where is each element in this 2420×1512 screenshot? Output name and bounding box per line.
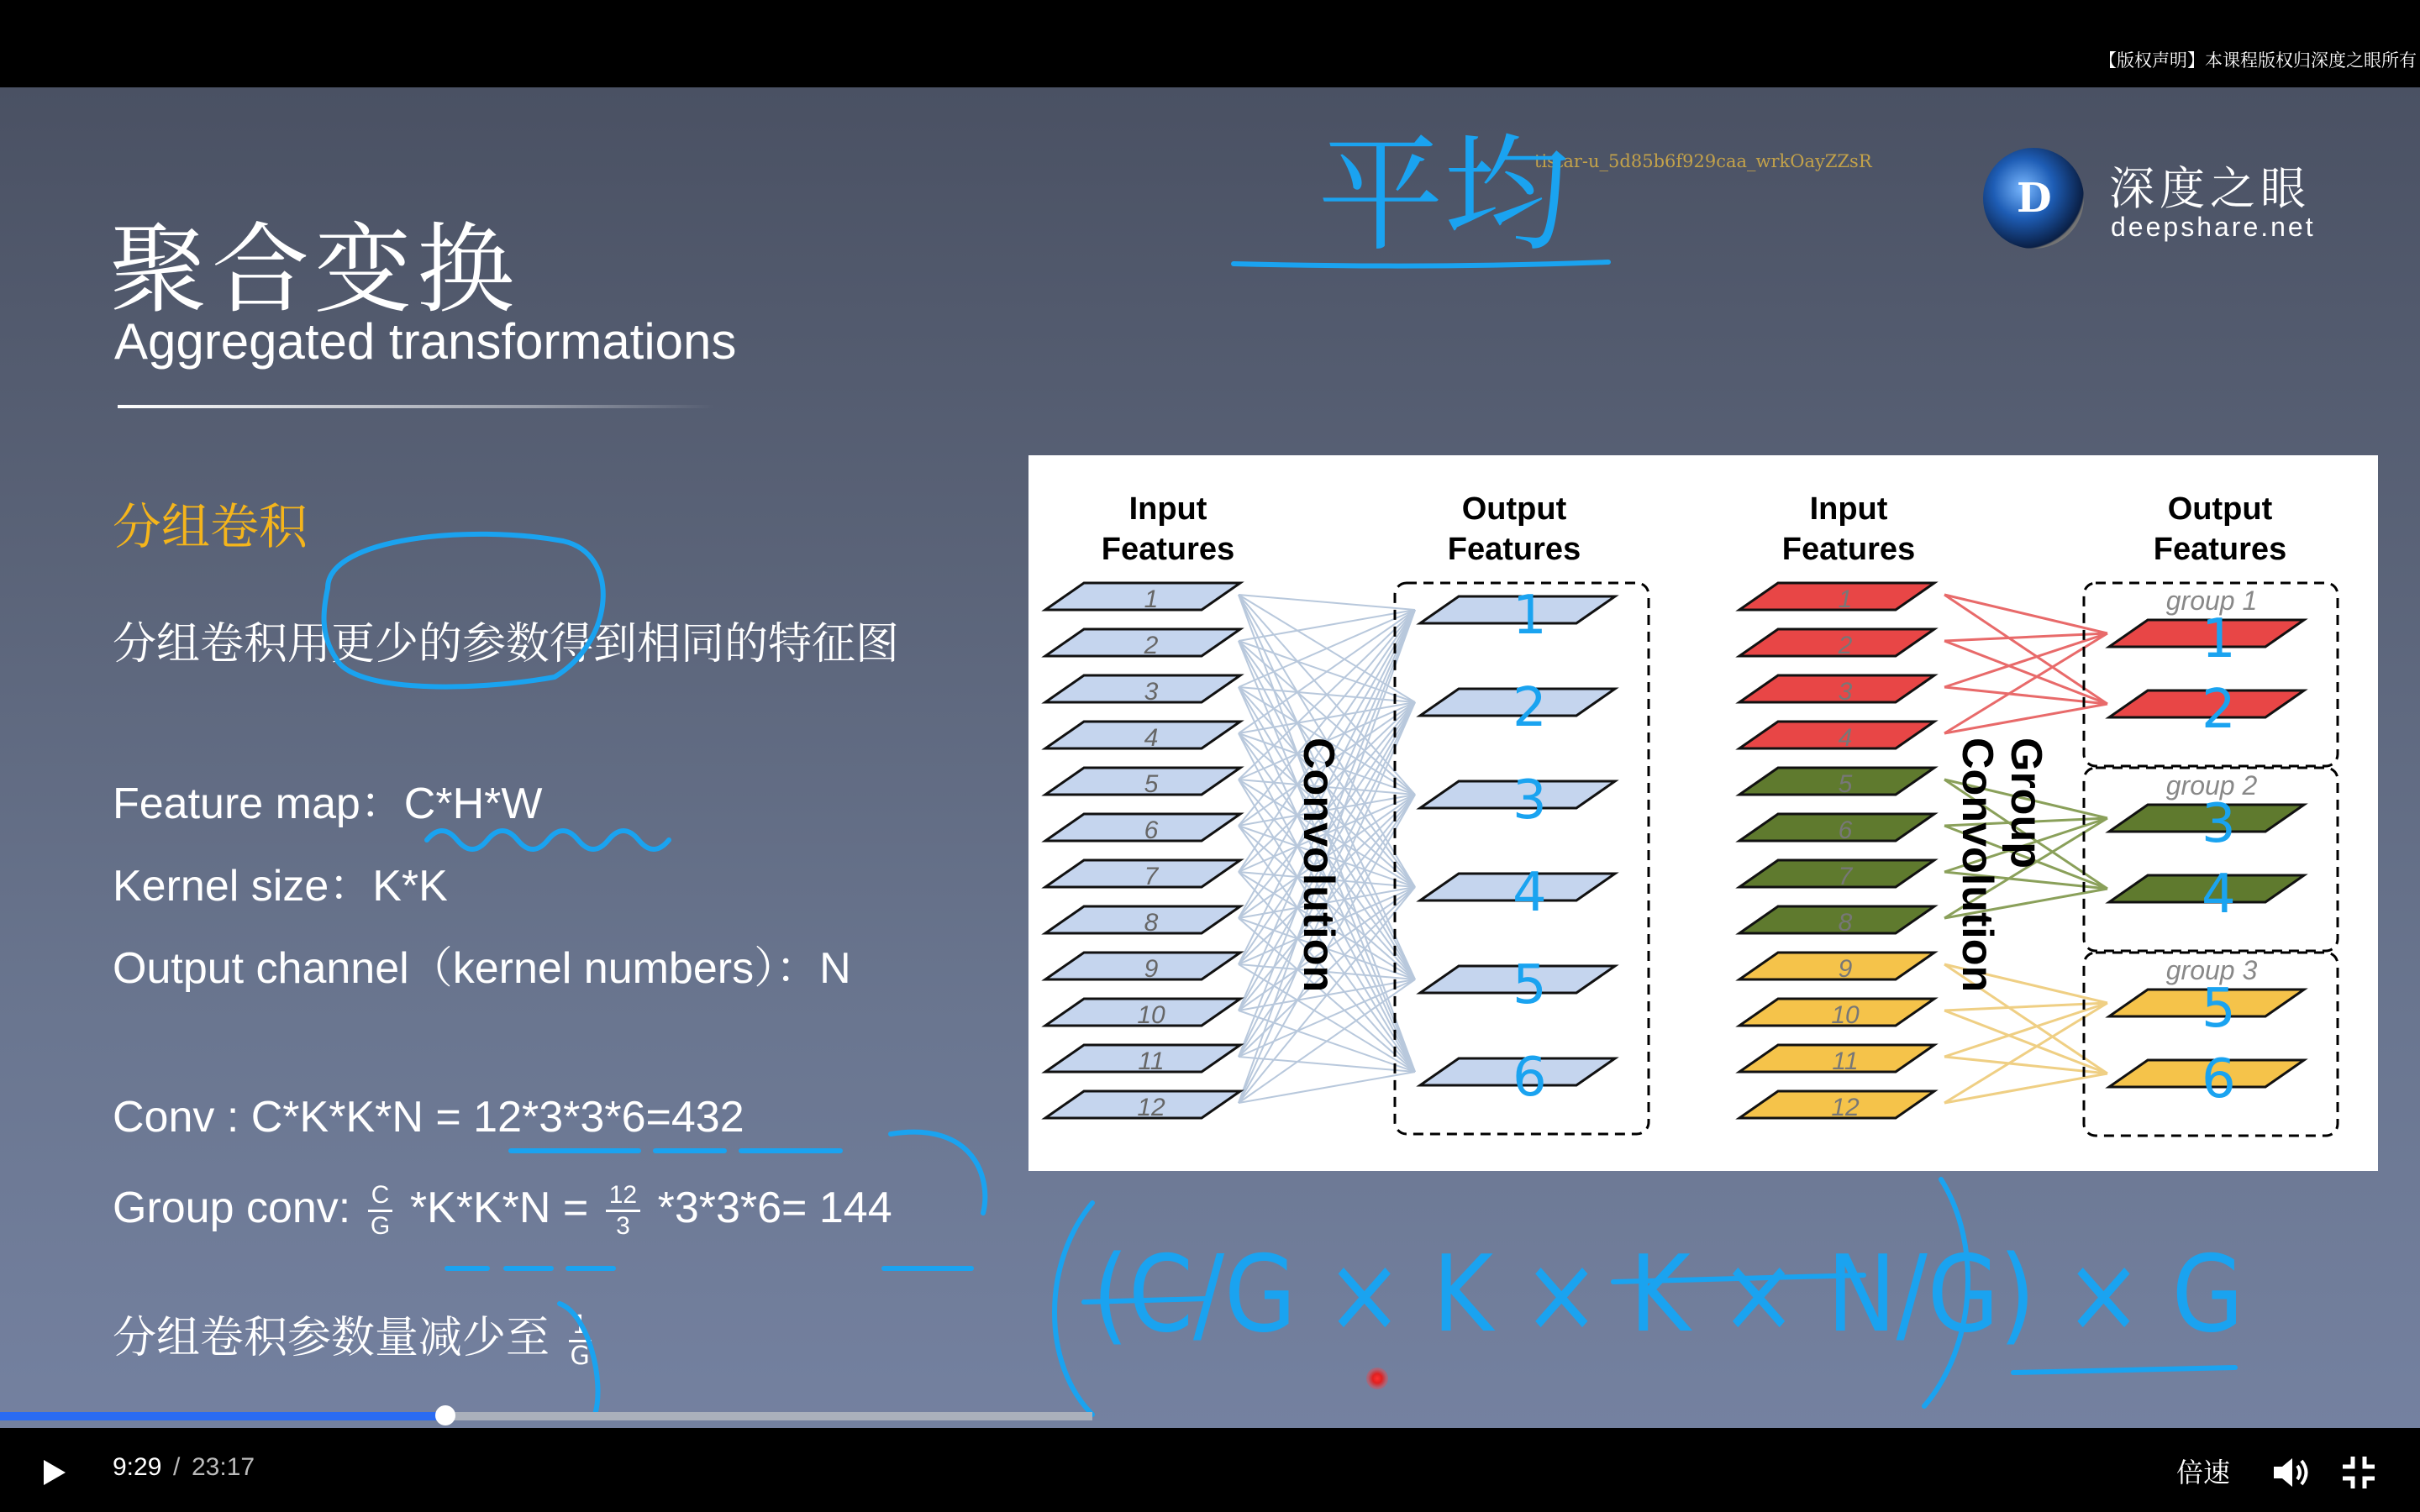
output-feature-map bbox=[1420, 1058, 1615, 1085]
group-input-feature-map bbox=[1739, 860, 1934, 887]
right-output-header-1: Output bbox=[2167, 491, 2273, 527]
fraction-bar-n bbox=[1613, 1275, 1864, 1282]
group-label: Group bbox=[2002, 738, 2050, 869]
group-input-feature-map bbox=[1739, 768, 1934, 795]
times-g-underline bbox=[2013, 1368, 2235, 1373]
group-input-feature-map bbox=[1739, 583, 1934, 610]
group-connection-line bbox=[1944, 1003, 2107, 1057]
handwritten-output-number: 3 bbox=[1512, 769, 1547, 832]
handwritten-formula: (C/G × K × K × N/G) × G bbox=[1092, 1232, 2244, 1356]
handwritten-group-output-number: 1 bbox=[2202, 608, 2236, 670]
play-icon[interactable] bbox=[32, 1452, 74, 1494]
intro-text: 分组卷积用更少的参数得到相同的特征图 bbox=[113, 619, 900, 669]
group-input-number: 9 bbox=[1838, 955, 1853, 983]
input-feature-map bbox=[1045, 768, 1240, 795]
handwritten-output-number: 6 bbox=[1512, 1047, 1547, 1109]
reduce-line bbox=[113, 1302, 597, 1371]
handwritten-group-output-number: 3 bbox=[2202, 793, 2236, 855]
input-number: 1 bbox=[1144, 585, 1159, 613]
group-input-feature-map bbox=[1739, 906, 1934, 933]
group-input-feature-map bbox=[1739, 675, 1934, 702]
group-2-label: group 2 bbox=[2165, 770, 2258, 801]
group-input-number: 2 bbox=[1838, 632, 1853, 659]
conv-params-line: Conv : C*K*K*N = 12*3*3*6=432 bbox=[113, 1093, 744, 1142]
group-input-feature-map bbox=[1739, 629, 1934, 656]
slide-subtitle: Aggregated transformations bbox=[114, 313, 737, 370]
output-feature-map bbox=[1420, 781, 1615, 808]
group-input-feature-map bbox=[1739, 953, 1934, 979]
group-input-number: 8 bbox=[1838, 909, 1853, 937]
title-divider bbox=[118, 405, 714, 408]
right-input-header-2: Features bbox=[1781, 532, 1916, 567]
handwritten-output-number: 1 bbox=[1512, 585, 1547, 647]
output-feature-map bbox=[1420, 874, 1615, 900]
slide-title: 聚合变换 bbox=[109, 213, 519, 327]
group-convolution-label: Convolution bbox=[1953, 738, 2002, 993]
progress-bar[interactable] bbox=[0, 1412, 1092, 1420]
laser-pointer bbox=[1366, 1368, 1388, 1389]
input-number: 5 bbox=[1144, 770, 1159, 798]
group-input-feature-map bbox=[1739, 814, 1934, 841]
playback-speed-button[interactable]: 倍速 bbox=[2176, 1457, 2231, 1488]
fraction-c-over-g: $\frac{C}{G}$ bbox=[368, 1181, 393, 1241]
input-number: 11 bbox=[1138, 1047, 1165, 1075]
input-feature-map bbox=[1045, 953, 1240, 979]
group-connection-line bbox=[1944, 633, 2107, 687]
handwritten-group-output-number: 4 bbox=[2202, 864, 2236, 926]
feature-map-line: Feature map：C*H*W bbox=[113, 780, 543, 828]
group-convolution-figure bbox=[1028, 455, 2378, 1171]
input-number: 12 bbox=[1137, 1094, 1165, 1121]
connection-line bbox=[1239, 595, 1415, 610]
input-number: 6 bbox=[1144, 816, 1159, 844]
group-input-number: 10 bbox=[1831, 1001, 1860, 1029]
left-input-header-1: Input bbox=[1128, 491, 1207, 527]
convolution-diagram bbox=[1028, 455, 2378, 1171]
progress-handle[interactable] bbox=[435, 1405, 455, 1425]
input-number: 4 bbox=[1144, 724, 1159, 752]
current-time: 9:29 bbox=[113, 1453, 162, 1481]
video-top-bar bbox=[0, 0, 2420, 77]
left-input-header-2: Features bbox=[1101, 532, 1235, 567]
output-box bbox=[1395, 583, 1649, 1134]
handwritten-group-output-number: 5 bbox=[2202, 978, 2236, 1040]
user-watermark: tistar-u_5d85b6f929caa_wrkOayZZsR bbox=[1534, 151, 1872, 171]
handwritten-output-number: 2 bbox=[1512, 677, 1547, 739]
input-feature-map bbox=[1045, 814, 1240, 841]
group-conv-suffix: *3*3*6= 144 bbox=[657, 1184, 892, 1233]
group-conv-line bbox=[113, 1181, 892, 1241]
group-conv-prefix: Group conv: bbox=[113, 1184, 351, 1233]
deepshare-logo bbox=[1983, 141, 2328, 250]
group-input-feature-map bbox=[1739, 722, 1934, 748]
connection-line bbox=[1239, 1072, 1415, 1103]
handwritten-group-output-number: 2 bbox=[2202, 679, 2236, 741]
input-number: 7 bbox=[1144, 863, 1159, 890]
group-input-number: 4 bbox=[1838, 724, 1853, 752]
output-channel-line: Output channel（kernel numbers）：N bbox=[113, 944, 851, 993]
group-output-feature-map bbox=[2109, 990, 2304, 1016]
handwritten-output-number: 5 bbox=[1512, 954, 1547, 1016]
title-underline-stroke bbox=[1234, 262, 1608, 266]
total-time: 23:17 bbox=[192, 1453, 255, 1481]
right-input-header-1: Input bbox=[1809, 491, 1888, 527]
group-output-feature-map bbox=[2109, 690, 2304, 717]
left-output-header-2: Features bbox=[1447, 532, 1581, 567]
group-1-label: group 1 bbox=[2165, 585, 2258, 616]
input-number: 8 bbox=[1144, 909, 1159, 937]
section-heading: 分组卷积 bbox=[113, 498, 308, 555]
group-output-feature-map bbox=[2109, 620, 2304, 647]
volume-icon[interactable] bbox=[2269, 1452, 2312, 1494]
kernel-size-line: Kernel size：K*K bbox=[113, 862, 448, 911]
input-number: 2 bbox=[1144, 632, 1159, 659]
output-feature-map bbox=[1420, 966, 1615, 993]
input-feature-map bbox=[1045, 906, 1240, 933]
time-separator: / bbox=[173, 1453, 181, 1481]
left-output-header-1: Output bbox=[1461, 491, 1567, 527]
title-annotation: 平均 bbox=[1318, 123, 1570, 269]
output-feature-map bbox=[1420, 596, 1615, 623]
group-output-feature-map bbox=[2109, 1060, 2304, 1087]
player-controls bbox=[0, 1433, 2420, 1512]
group-3-label: group 3 bbox=[2165, 955, 2258, 985]
logo-name-cn: 深度之眼 bbox=[2109, 162, 2311, 215]
group-input-number: 1 bbox=[1838, 585, 1853, 613]
input-feature-map bbox=[1045, 629, 1240, 656]
group-input-number: 5 bbox=[1838, 770, 1853, 798]
fraction-bar-c bbox=[1084, 1299, 1207, 1302]
fraction-1-over-g: $\frac{1}{G}$ bbox=[570, 1310, 590, 1371]
group-input-number: 3 bbox=[1838, 678, 1853, 706]
group-output-feature-map bbox=[2109, 875, 2304, 902]
copyright-notice: 【版权声明】本课程版权归深度之眼所有 bbox=[2099, 50, 2417, 71]
right-output-header-2: Features bbox=[2153, 532, 2287, 567]
group-input-number: 11 bbox=[1832, 1047, 1859, 1075]
group-output-feature-map bbox=[2109, 805, 2304, 832]
group-conv-middle: *K*K*N = bbox=[409, 1184, 589, 1233]
bracket-stroke bbox=[891, 1132, 985, 1213]
group-input-number: 7 bbox=[1838, 863, 1853, 890]
progress-played bbox=[0, 1412, 445, 1420]
convolution-label: Convolution bbox=[1294, 738, 1343, 993]
input-number: 10 bbox=[1137, 1001, 1165, 1029]
input-feature-map bbox=[1045, 583, 1240, 610]
open-paren bbox=[1055, 1203, 1092, 1415]
input-feature-map bbox=[1045, 722, 1240, 748]
input-number: 3 bbox=[1144, 678, 1159, 706]
group-input-number: 6 bbox=[1838, 816, 1853, 844]
input-number: 9 bbox=[1144, 955, 1159, 983]
logo-mark: D bbox=[2017, 175, 2052, 222]
group-input-number: 12 bbox=[1831, 1094, 1860, 1121]
input-feature-map bbox=[1045, 860, 1240, 887]
handwritten-output-number: 4 bbox=[1512, 862, 1547, 924]
output-feature-map bbox=[1420, 689, 1615, 716]
slide bbox=[0, 87, 2420, 1428]
close-paren bbox=[1924, 1179, 1968, 1406]
handwritten-group-output-number: 6 bbox=[2202, 1048, 2236, 1110]
logo-name-en: deepshare.net bbox=[2111, 212, 2316, 242]
exit-fullscreen-icon[interactable] bbox=[2339, 1453, 2378, 1492]
fraction-12-over-3: $\frac{12}{3}$ bbox=[606, 1181, 640, 1241]
wavy-underline-chw bbox=[427, 831, 669, 849]
reduce-text: 分组卷积参数量减少至 bbox=[113, 1313, 550, 1363]
input-feature-map bbox=[1045, 675, 1240, 702]
